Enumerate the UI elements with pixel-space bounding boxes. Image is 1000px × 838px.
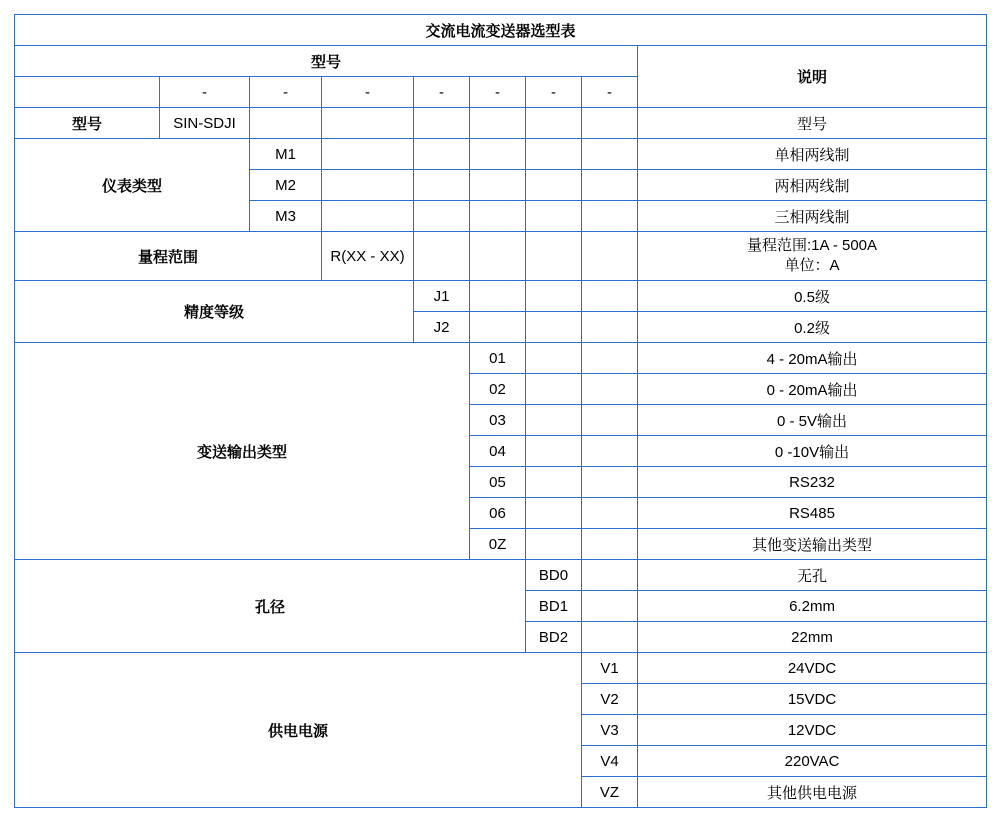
spacer-cell [470,232,526,281]
table-row [15,560,987,591]
desc-model: 型号 [638,108,987,139]
dash-cell-7: - [582,77,638,108]
table-row-header [15,46,987,77]
desc-range [638,232,987,281]
code-04: 04 [470,436,526,467]
spacer-cell [526,498,582,529]
desc-bd2: 22mm [638,622,987,653]
spacer-cell [526,343,582,374]
spacer-cell [582,591,638,622]
spacer-cell [526,232,582,281]
desc-05: RS232 [638,467,987,498]
code-06: 06 [470,498,526,529]
spacer-cell [470,108,526,139]
desc-range-line1: 量程范围:1A - 500A [746,236,878,254]
desc-m2: 两相两线制 [638,170,987,201]
spacer-cell [470,281,526,312]
selection-table-sheet [0,14,1000,838]
spacer-cell [526,405,582,436]
table-row [15,281,987,312]
spacer-cell [414,139,470,170]
spacer-cell [582,498,638,529]
desc-m3: 三相两线制 [638,201,987,232]
group-label-output: 变送输出类型 [15,343,470,560]
desc-bd1: 6.2mm [638,591,987,622]
spacer-cell [470,312,526,343]
spacer-cell [526,436,582,467]
spacer-cell [582,312,638,343]
spacer-cell [414,108,470,139]
desc-j2: 0.2级 [638,312,987,343]
desc-04: 0 -10V输出 [638,436,987,467]
table-row [15,343,987,374]
code-02: 02 [470,374,526,405]
code-v2: V2 [582,684,638,715]
code-v3: V3 [582,715,638,746]
desc-06: RS485 [638,498,987,529]
desc-0z: 其他变送输出类型 [638,529,987,560]
code-bd2: BD2 [526,622,582,653]
desc-j1: 0.5级 [638,281,987,312]
code-m2: M2 [250,170,322,201]
desc-range-line2: 单位：A [784,257,840,274]
spacer-cell [582,232,638,281]
spacer-cell [582,467,638,498]
spacer-cell [582,201,638,232]
code-01: 01 [470,343,526,374]
spacer-cell [526,374,582,405]
spacer-cell [322,170,414,201]
spacer-cell [582,139,638,170]
code-bd0: BD0 [526,560,582,591]
group-label-aperture: 孔径 [15,560,526,653]
group-label-range: 量程范围 [15,232,322,281]
spacer-cell [322,108,414,139]
spacer-cell [582,436,638,467]
spacer-cell [470,201,526,232]
spacer-cell [526,139,582,170]
dash-cell-5: - [470,77,526,108]
code-05: 05 [470,467,526,498]
code-03: 03 [470,405,526,436]
dash-cell-6: - [526,77,582,108]
spacer-cell [414,232,470,281]
spacer-cell [322,201,414,232]
code-j2: J2 [414,312,470,343]
spacer-cell [582,343,638,374]
group-label-meter-type: 仪表类型 [15,139,250,232]
spacer-cell [526,281,582,312]
group-label-power: 供电电源 [15,653,582,808]
table-row-title [15,15,987,46]
code-0z: 0Z [470,529,526,560]
dash-cell-3: - [322,77,414,108]
spacer-cell [470,170,526,201]
spacer-cell [526,467,582,498]
desc-v2: 15VDC [638,684,987,715]
desc-v4: 220VAC [638,746,987,777]
group-label-accuracy: 精度等级 [15,281,414,343]
spacer-cell [582,622,638,653]
code-v4: V4 [582,746,638,777]
spacer-cell [250,108,322,139]
dash-cell-0 [15,77,160,108]
spacer-cell [582,374,638,405]
spacer-cell [526,108,582,139]
spacer-cell [582,560,638,591]
desc-01: 4 - 20mA输出 [638,343,987,374]
spacer-cell [526,529,582,560]
spacer-cell [414,201,470,232]
spacer-cell [582,529,638,560]
code-j1: J1 [414,281,470,312]
table-row [15,232,987,281]
selection-table [14,14,987,808]
spacer-cell [582,108,638,139]
code-vz: VZ [582,777,638,808]
code-bd1: BD1 [526,591,582,622]
code-m1: M1 [250,139,322,170]
dash-cell-1: - [160,77,250,108]
model-header: 型号 [15,46,638,77]
code-model: SIN-SDJI [160,108,250,139]
spacer-cell [526,170,582,201]
spacer-cell [526,312,582,343]
spacer-cell [322,139,414,170]
desc-v3: 12VDC [638,715,987,746]
table-title: 交流电流变送器选型表 [15,15,987,46]
spacer-cell [414,170,470,201]
desc-header: 说明 [638,46,987,108]
code-m3: M3 [250,201,322,232]
desc-bd0: 无孔 [638,560,987,591]
spacer-cell [582,405,638,436]
table-row [15,653,987,684]
spacer-cell [526,201,582,232]
desc-02: 0 - 20mA输出 [638,374,987,405]
desc-m1: 单相两线制 [638,139,987,170]
desc-v1: 24VDC [638,653,987,684]
desc-vz: 其他供电电源 [638,777,987,808]
group-label-model: 型号 [15,108,160,139]
spacer-cell [582,170,638,201]
dash-cell-4: - [414,77,470,108]
desc-03: 0 - 5V输出 [638,405,987,436]
table-row [15,108,987,139]
dash-cell-2: - [250,77,322,108]
code-range: R(XX - XX) [322,232,414,281]
spacer-cell [582,281,638,312]
spacer-cell [470,139,526,170]
table-row [15,139,987,170]
code-v1: V1 [582,653,638,684]
